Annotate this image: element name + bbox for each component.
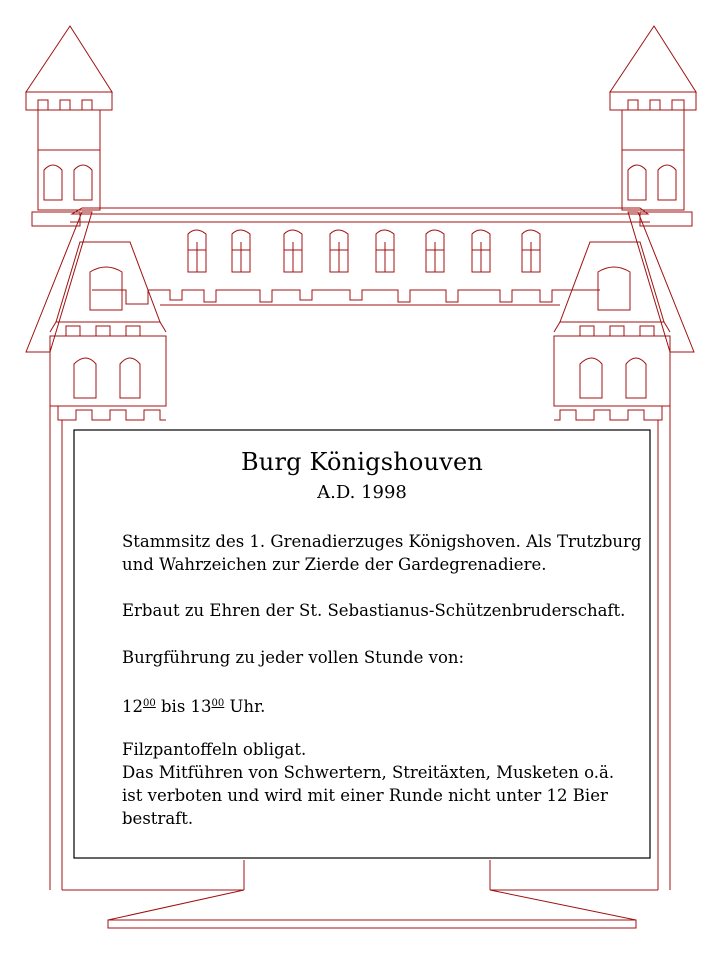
sign-text: [74, 430, 650, 858]
sign-title: Burg Königshouven: [240, 448, 484, 476]
paragraph-1-line-1: Stammsitz des 1. Grenadierzuges Königshoven. Als Trutzburg: [122, 532, 642, 551]
left-tower: [26, 26, 112, 226]
time-from-hour: 12: [122, 697, 143, 716]
right-tower: [610, 26, 696, 226]
time-suffix: Uhr.: [229, 697, 266, 716]
paragraph-4-line-4: bestraft.: [122, 809, 194, 828]
paragraph-3: Burgführung zu jeder vollen Stunde von:: [122, 648, 465, 667]
sign-stand: [108, 860, 636, 928]
time-to-hour: 13: [190, 697, 212, 716]
paragraph-4-line-2: Das Mitführen von Schwertern, Streitäxten, Musketen o.ä.: [122, 763, 615, 782]
paragraph-1-line-2: und Wahrzeichen zur Zierde der Gardegrenadiere.: [122, 555, 547, 574]
time-from-minutes: 00: [143, 698, 156, 709]
tour-times: [122, 692, 652, 718]
paragraph-2: Erbaut zu Ehren der St. Sebastianus-Schützenbruderschaft.: [122, 601, 626, 620]
main-roof: [70, 208, 650, 305]
left-wing: [26, 212, 166, 420]
sign-subtitle: A.D. 1998: [317, 482, 407, 503]
time-middle: bis: [160, 697, 186, 716]
right-wing: [554, 212, 694, 420]
paragraph-4-line-1: Filzpantoffeln obligat.: [122, 740, 307, 759]
time-to-minutes: 00: [211, 698, 225, 709]
paragraph-1: [122, 530, 652, 576]
paragraph-4-line-3: ist verboten und wird mit einer Runde nicht unter 12 Bier: [122, 786, 608, 805]
upper-windows: [188, 230, 540, 272]
paragraph-4: [122, 738, 652, 830]
